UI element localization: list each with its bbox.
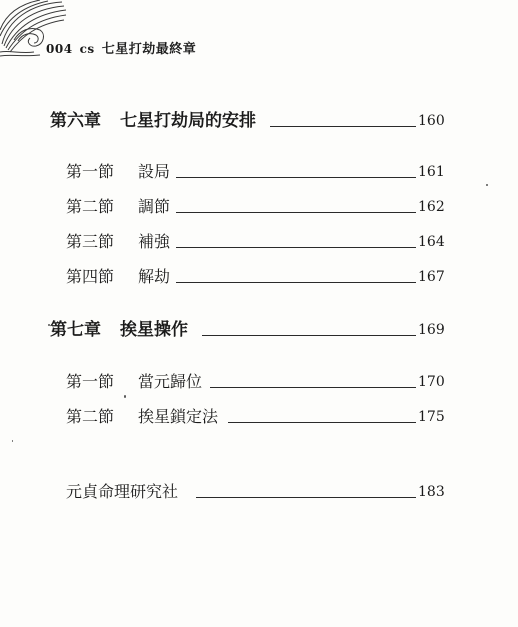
toc-section-7-2[interactable] [0, 405, 518, 429]
section-title: 當元歸位 [138, 372, 203, 391]
toc-section-7-1[interactable] [0, 370, 518, 394]
dot-leader [176, 247, 416, 248]
toc-section-6-3[interactable] [0, 230, 518, 254]
page-number: 164 [418, 234, 445, 250]
section-title: 挨星鎖定法 [138, 407, 219, 426]
chapter-number: 第六章 [50, 111, 101, 131]
section-title: 解劫 [138, 267, 171, 286]
chapter-title: 七星打劫局的安排 [120, 111, 256, 131]
page-number: 167 [418, 269, 445, 285]
scan-speck [12, 440, 13, 442]
toc-section-6-4[interactable] [0, 265, 518, 289]
section-title: 補強 [138, 232, 171, 251]
toc-section-6-1[interactable] [0, 160, 518, 184]
section-number: 第一節 [66, 162, 115, 181]
page-number: 183 [418, 484, 445, 500]
page-number: 160 [418, 113, 445, 129]
scan-speck [486, 184, 488, 186]
header-book-title: 七星打劫最終章 [101, 42, 197, 57]
page-number: 170 [418, 374, 445, 390]
section-title: 調節 [138, 197, 171, 216]
page-number: 162 [418, 199, 445, 215]
section-number: 第一節 [66, 372, 115, 391]
header-ornament: cs [79, 42, 95, 56]
section-number: 第二節 [66, 197, 115, 216]
dot-leader [210, 387, 416, 388]
dot-leader [270, 126, 416, 127]
dot-leader [176, 212, 416, 213]
dot-leader [176, 177, 416, 178]
chapter-number: 第七章 [50, 320, 101, 340]
toc-chapter-7[interactable] [0, 318, 518, 342]
dot-leader [228, 422, 416, 423]
scan-speck [124, 395, 126, 398]
section-number: 第二節 [66, 407, 115, 426]
toc-publisher[interactable] [0, 480, 518, 504]
dot-leader [176, 282, 416, 283]
scan-speck [48, 324, 50, 326]
toc-section-6-2[interactable] [0, 195, 518, 219]
section-number: 第三節 [66, 232, 115, 251]
page-number: 175 [418, 409, 445, 425]
publisher-title: 元貞命理研究社 [66, 482, 179, 501]
page-number: 169 [418, 322, 445, 338]
header-page-number: 004 [46, 42, 73, 56]
dot-leader [202, 335, 416, 336]
chapter-title: 挨星操作 [120, 320, 188, 340]
section-number: 第四節 [66, 267, 115, 286]
running-header [46, 38, 196, 57]
page-number: 161 [418, 164, 445, 180]
toc-chapter-6[interactable] [0, 109, 518, 133]
dot-leader [196, 497, 416, 498]
section-title: 設局 [138, 162, 171, 181]
